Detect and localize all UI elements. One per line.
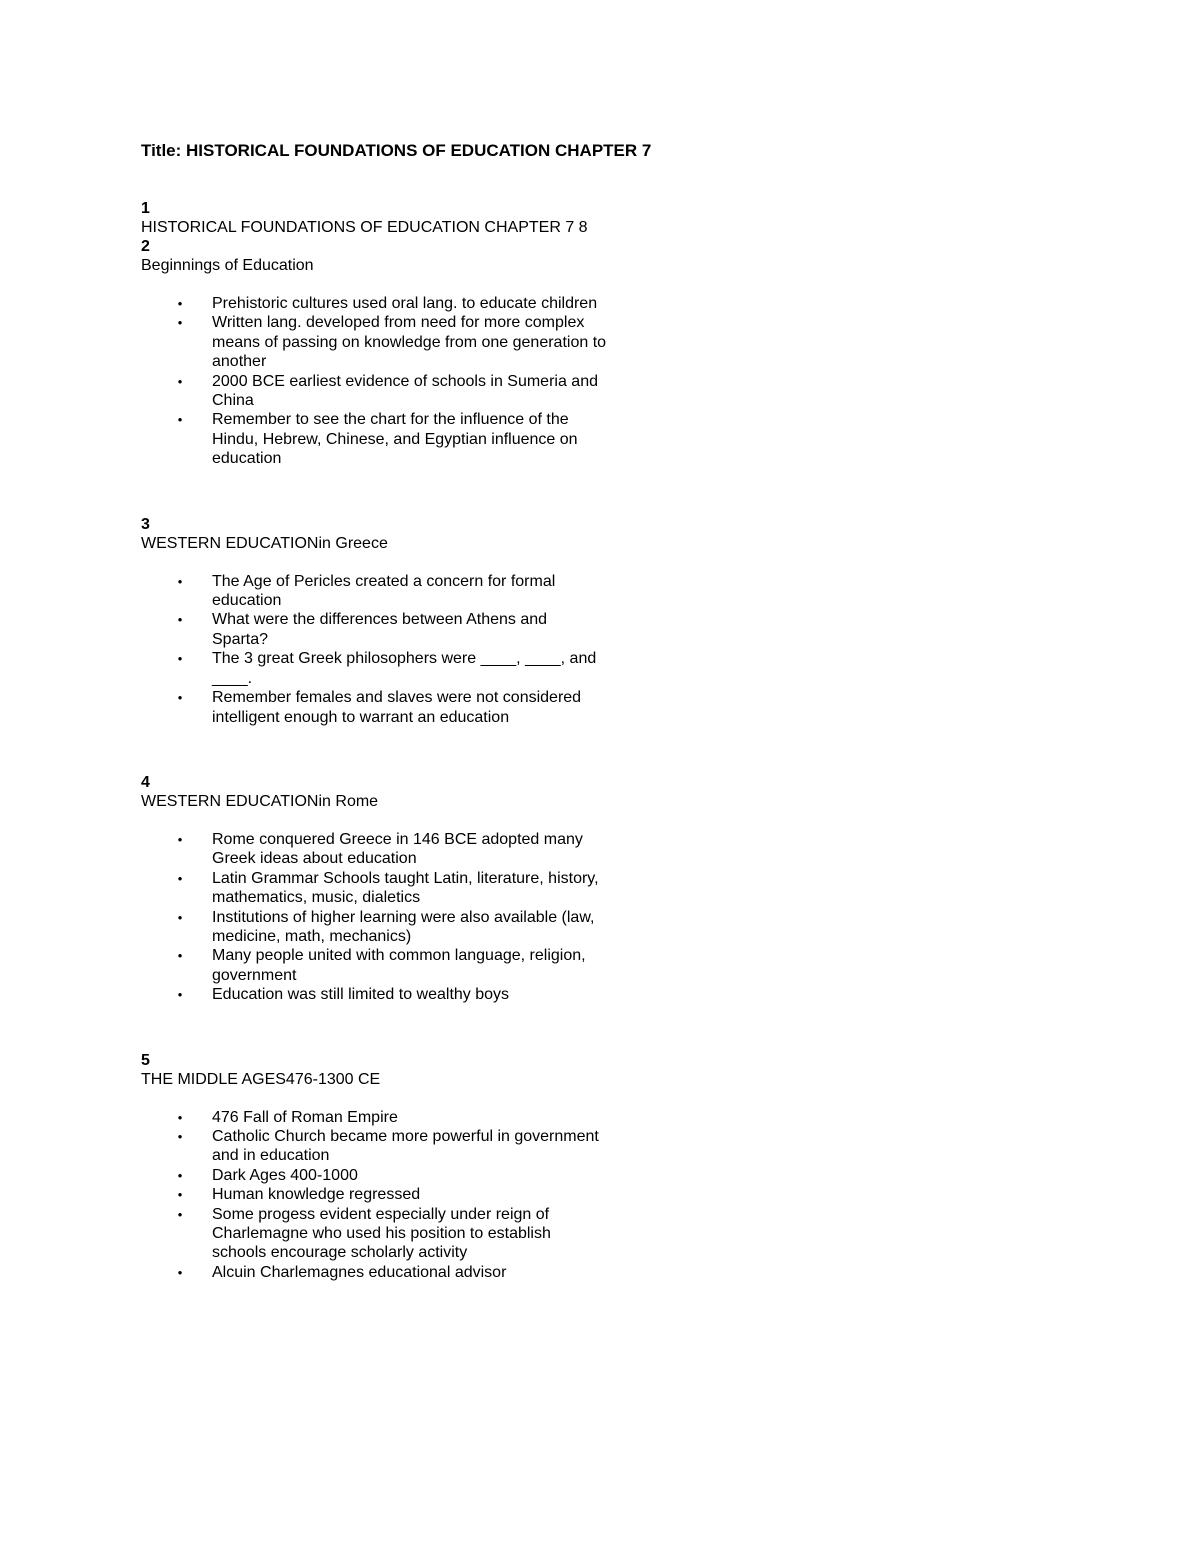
list-item-text: Alcuin Charlemagnes educational advisor	[212, 1263, 507, 1281]
bullet-list	[141, 572, 661, 727]
list-item	[141, 1127, 661, 1166]
list-item-text: The Age of Pericles created a concern for formal education	[212, 572, 556, 610]
list-item	[141, 688, 661, 727]
list-item-text: 2000 BCE earliest evidence of schools in Sumeria and China	[212, 372, 598, 410]
bullet-list	[141, 294, 661, 469]
bullet-icon: •	[177, 296, 183, 311]
list-item	[141, 985, 661, 1004]
slide-heading: Beginnings of Education	[141, 257, 314, 274]
list-item-text: Remember to see the chart for the influence of the Hindu, Hebrew, Chinese, and Egyptian influence on education	[212, 411, 578, 468]
slide-number: 2	[141, 238, 150, 255]
bullet-icon: •	[177, 870, 183, 886]
list-item	[141, 1185, 661, 1204]
list-item-text: Human knowledge regressed	[212, 1186, 421, 1204]
list-item	[141, 869, 661, 908]
list-item-text: 476 Fall of Roman Empire	[212, 1108, 398, 1126]
slide-heading: THE MIDDLE AGES476-1300 CE	[141, 1070, 381, 1088]
bullet-icon: •	[177, 651, 183, 667]
list-item	[141, 1166, 661, 1185]
list-item-text: Many people united with common language, religion, government	[212, 947, 586, 984]
spacer	[141, 469, 661, 515]
bullet-icon: •	[177, 909, 183, 925]
bullet-list	[141, 1108, 661, 1283]
bullet-icon: •	[177, 987, 183, 1003]
list-item-text: The 3 great Greek philosophers were ____, ____, and ____.	[212, 650, 597, 687]
list-item	[141, 610, 661, 649]
bullet-icon: •	[177, 612, 183, 628]
list-item-text: Rome conquered Greece in 146 BCE adopted many Greek ideas about education	[212, 830, 583, 868]
slide-section-3	[141, 515, 661, 727]
slide-heading: HISTORICAL FOUNDATIONS OF EDUCATION CHAPTER 7 8	[141, 219, 588, 236]
list-item-text: Remember females and slaves were not considered intelligent enough to warrant an education	[212, 689, 582, 726]
bullet-icon: •	[177, 831, 183, 847]
slide-section-2	[141, 237, 661, 469]
document-title: Title: HISTORICAL FOUNDATIONS OF EDUCATION CHAPTER 7	[141, 141, 652, 160]
list-item	[141, 1108, 661, 1127]
list-item	[141, 294, 661, 313]
list-item	[141, 908, 661, 947]
slide-heading: WESTERN EDUCATIONin Rome	[141, 792, 379, 810]
slide-section-5	[141, 1051, 661, 1283]
bullet-icon: •	[177, 1187, 183, 1203]
list-item-text: Latin Grammar Schools taught Latin, literature, history, mathematics, music, dialetics	[212, 869, 599, 907]
bullet-icon: •	[177, 373, 183, 389]
list-item	[141, 649, 661, 688]
list-item-text: What were the differences between Athens and Sparta?	[212, 611, 548, 648]
spacer	[141, 727, 661, 773]
slide-section-4	[141, 773, 661, 1005]
spacer	[141, 161, 661, 199]
bullet-icon: •	[177, 690, 183, 706]
bullet-icon: •	[177, 1128, 183, 1144]
list-item	[141, 313, 661, 371]
list-item	[141, 946, 661, 985]
list-item-text: Catholic Church became more powerful in government and in education	[212, 1127, 599, 1165]
list-item	[141, 830, 661, 869]
bullet-icon: •	[177, 1109, 183, 1125]
bullet-icon: •	[177, 573, 183, 589]
bullet-list	[141, 830, 661, 1005]
list-item-text: Some progess evident especially under reign of Charlemagne who used his position to establish schools encourage scholarly activity	[212, 1205, 551, 1262]
list-item-text: Prehistoric cultures used oral lang. to educate children	[212, 295, 598, 312]
spacer	[141, 1005, 661, 1051]
list-item-text: Dark Ages 400-1000	[212, 1166, 358, 1184]
bullet-icon: •	[177, 412, 183, 428]
bullet-icon: •	[177, 948, 183, 964]
list-item	[141, 372, 661, 411]
list-item	[141, 1205, 661, 1263]
slide-number: 3	[141, 515, 150, 533]
list-item-text: Written lang. developed from need for more complex means of passing on knowledge from one generation to another	[212, 314, 607, 371]
list-item	[141, 572, 661, 611]
slide-heading: WESTERN EDUCATIONin Greece	[141, 534, 388, 552]
bullet-icon: •	[177, 315, 183, 331]
slide-number: 5	[141, 1051, 150, 1069]
list-item-text: Institutions of higher learning were also available (law, medicine, math, mechanics)	[212, 908, 595, 945]
bullet-icon: •	[177, 1167, 183, 1183]
slide-number: 1	[141, 200, 150, 217]
document-page	[141, 141, 661, 1282]
bullet-icon: •	[177, 1206, 183, 1222]
list-item	[141, 410, 661, 468]
slide-section-1	[141, 199, 661, 237]
bullet-icon: •	[177, 1264, 183, 1280]
slide-number: 4	[141, 773, 150, 791]
list-item-text: Education was still limited to wealthy boys	[212, 986, 510, 1004]
list-item	[141, 1263, 661, 1282]
